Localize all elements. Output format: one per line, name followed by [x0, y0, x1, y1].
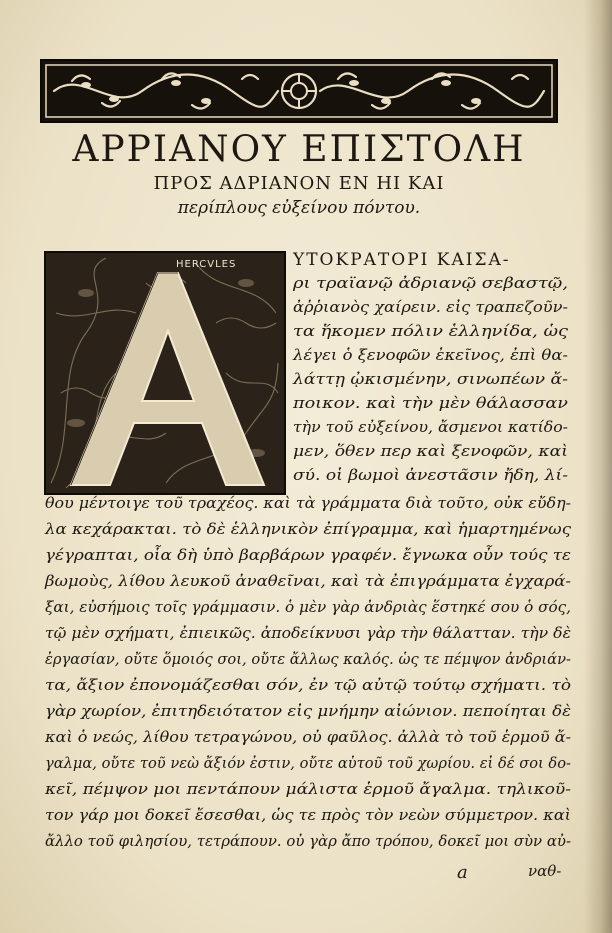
text-line: ρι τραϊανῷ ἀδριανῷ σεβαστῷ, — [293, 276, 568, 292]
text-line: τον γάρ μοι δοκεῖ ἔσεσθαι, ὡς τε πρὸς τὸν νεὼν σύμμετρον. καὶ — [45, 808, 571, 824]
initial-woodcut-icon — [46, 253, 284, 493]
text-line: ποικον. καὶ τὴν μὲν θάλασσαν — [293, 396, 568, 412]
text-line: τῷ μὲν σχήματι, ἐπιεικῶς. ἀποδείκνυσι γὰρ τὴν θάλατταν. τὴν δὲ — [45, 626, 571, 642]
text-line: γὰρ χωρίον, ἐπιτηδειότατον εἰς μνήμην αἰώνιον. πεποίηται δὲ — [45, 704, 571, 720]
text-line: βωμοὺς, λίθου λευκοῦ ἀναθεῖναι, καὶ τὰ ἐπιγράμματα ἐγχαρά- — [45, 574, 571, 590]
text-line: λάττῃ ᾠκισμένην, σινωπέων ἄ- — [293, 372, 568, 388]
foliage-ornament-icon — [42, 61, 556, 121]
text-line: λα κεχάρακται. τὸ δὲ ἑλληνικὸν ἐπίγραμμα, καὶ ἡμαρτημένως — [45, 522, 571, 538]
catchword: ναθ- — [528, 862, 562, 880]
text-line: τα ἥκομεν πόλιν ἑλληνίδα, ὡς — [293, 324, 568, 340]
opening-line: ΥΤΟΚΡΑΤΟΡΙ ΚΑΙΣΑ- — [293, 250, 511, 270]
page-subtitle: ΠΡΟΣ ΑΔΡΙΑΝΟΝ ΕΝ ΗΙ ΚΑΙ — [153, 173, 445, 194]
text-line: τὴν τοῦ εὐξείνου, ἄσμενοι κατίδο- — [293, 420, 568, 436]
text-line: καὶ ὁ νεώς, λίθου τετραγώνου, οὐ φαῦλος. ἀλλὰ τὸ τοῦ ἑρμοῦ ἄ- — [45, 730, 571, 746]
text-line: ἀῤῥιανὸς χαίρειν. εἰς τραπεζοῦν- — [293, 300, 568, 316]
text-line: ἄλλο τοῦ φιλησίου, τετράπουν. οὐ γὰρ ἄπο τρόπου, δοκεῖ μοι σὺν αὐ- — [45, 834, 571, 850]
text-line: ξαι, εὐσήμοις τοῖς γράμμασιν. ὁ μὲν γὰρ ἀνδριὰς ἕστηκέ σου ὁ σός, — [45, 600, 571, 616]
text-line: κεῖ, πέμψον μοι πεντάπουν μάλιστα ἑρμοῦ ἄγαλμα. τηλικοῦ- — [45, 782, 571, 798]
text-line: ἐργασίαν, οὔτε ὅμοιός σοι, οὔτε ἄλλως καλός. ὡς τε πέμψον ἀνδριάν- — [45, 652, 571, 668]
text-line: γέγραπται, οἷα δὴ ὑπὸ βαρβάρων γραφέν. ἔγνωκα οὖν τούς τε — [45, 548, 571, 564]
signature-mark: a — [457, 862, 468, 883]
initial-banner-label: HERCVLES — [176, 259, 237, 270]
text-line: γαλμα, οὔτε τοῦ νεὼ ἄξιόν ἐστιν, οὔτε αὐτοῦ τοῦ χωρίου. εἰ δέ σοι δο- — [45, 756, 571, 772]
page-title: ΑΡΡΙΑΝΟΥ ΕΠΙΣΤΟΛΗ — [72, 129, 526, 170]
gutter-shadow — [584, 0, 612, 933]
decorated-initial — [44, 251, 286, 495]
ornamental-headpiece — [40, 59, 558, 123]
text-line: λέγει ὁ ξενοφῶν ἐκεῖνος, ἐπὶ θα- — [293, 348, 568, 364]
text-line: τα, ἄξιον ἐπονομάζεσθαι σόν, ἐν τῷ αὐτῷ τούτῳ σχήματι. τὸ — [45, 678, 571, 694]
text-line: σύ. οἱ βωμοὶ ἀνεστᾶσιν ἤδη, λί- — [293, 468, 568, 484]
page-subtitle-italic: περίπλους εὐξείνου πόντου. — [177, 198, 421, 218]
text-line: θου μέντοιγε τοῦ τραχέος. καὶ τὰ γράμματα διὰ τοῦτο, οὐκ εὔδη- — [45, 496, 571, 512]
text-line: μεν, ὅθεν περ καὶ ξενοφῶν, καὶ — [293, 444, 568, 460]
